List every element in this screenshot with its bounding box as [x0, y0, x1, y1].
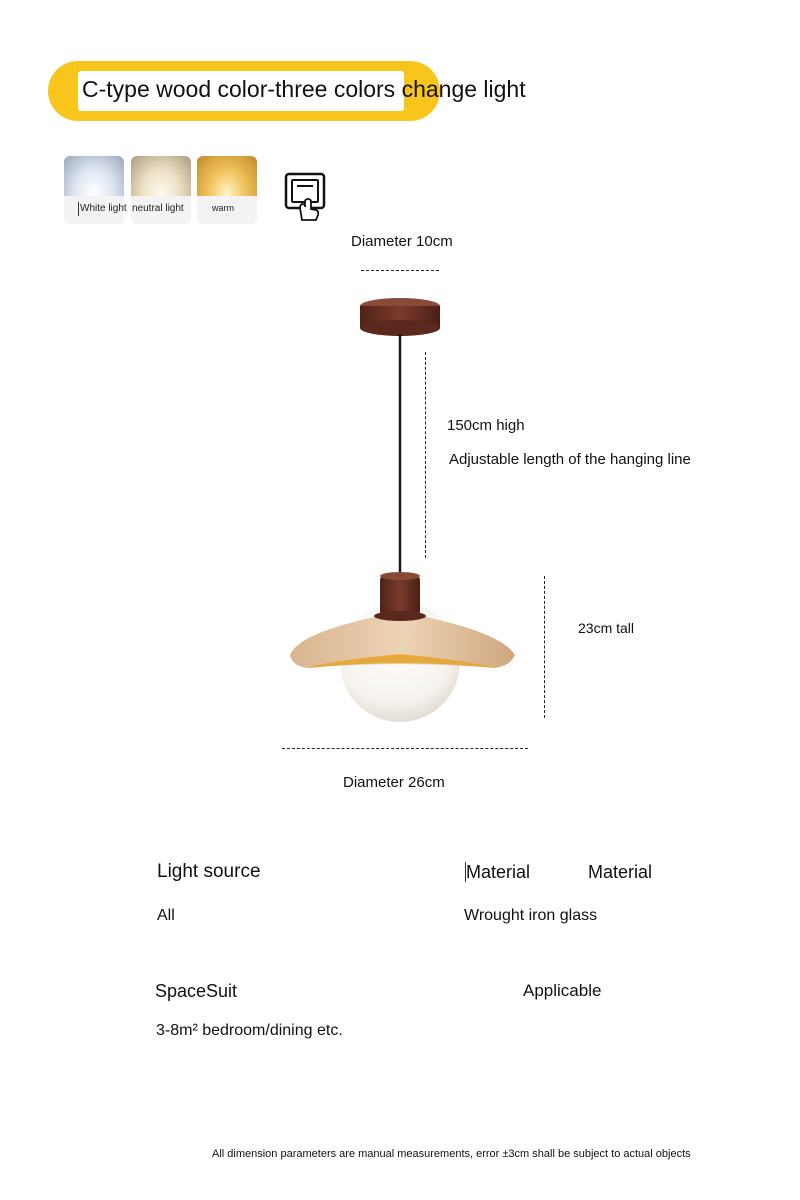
wall-switch-tap-icon [284, 172, 328, 222]
material-label-2: Material [588, 862, 653, 882]
top-diameter-dash [361, 270, 439, 271]
swatch-divider [78, 202, 79, 216]
top-diameter-label: Diameter 10cm [351, 233, 453, 250]
bottom-diameter-label: Diameter 26cm [343, 774, 445, 791]
bottom-diameter-dash [282, 748, 528, 749]
light-source-value: All [157, 907, 175, 924]
lamp-height-label: 23cm tall [578, 620, 635, 636]
material-value: Wrought iron glass [464, 907, 598, 924]
light-source-label: Light source [157, 861, 261, 882]
applicable-label: Applicable [523, 981, 602, 1000]
page-title: C-type wood color-three colors change light [82, 76, 526, 102]
hanging-note: Adjustable length of the hanging line [449, 451, 691, 468]
neutral-light-label: neutral light [132, 203, 184, 214]
space-value: 3-8m² bedroom/dining etc. [156, 1022, 343, 1039]
space-label: SpaceSuit [155, 981, 238, 1001]
warm-light-swatch [197, 156, 257, 224]
pendant-lamp-image [270, 290, 530, 730]
white-light-label: White light [80, 203, 127, 214]
material-label-1: Material [466, 862, 531, 882]
warm-light-label: warm [212, 203, 234, 213]
lamp-height-dash [544, 576, 545, 718]
height-label: 150cm high [447, 417, 525, 434]
white-light-glow [64, 156, 124, 196]
neutral-light-glow [131, 156, 191, 196]
warm-light-glow [197, 156, 257, 196]
footnote: All dimension parameters are manual measurements, error ±3cm shall be subject to actual objects [212, 1148, 691, 1160]
